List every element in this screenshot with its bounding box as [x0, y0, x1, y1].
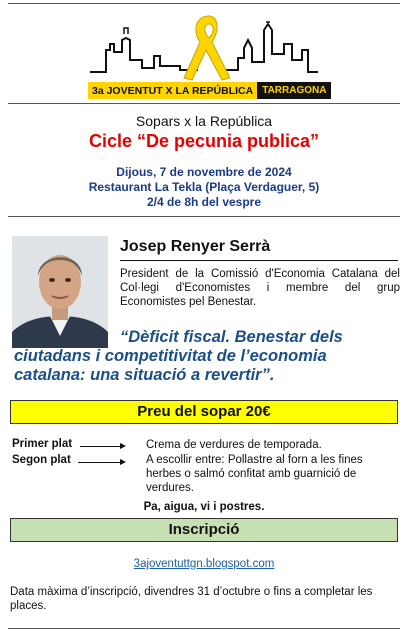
registration-deadline: Data màxima d’inscripció, divendres 31 d’octubre o fins a completar les places.	[10, 586, 373, 612]
first-course-label: Primer plat	[12, 438, 73, 450]
logo-city: TARRAGONA	[257, 82, 331, 99]
second-course-dish	[146, 453, 396, 495]
menu-extras: Pa, aigua, vi i postres.	[143, 501, 265, 513]
speaker-name-rule	[120, 260, 398, 261]
event-date: Dijous, 7 de novembre de 2024	[116, 165, 292, 179]
header-rule	[8, 103, 400, 104]
second-dish-line-1: A escollir entre: Pollastre al forn a les fines	[146, 454, 363, 466]
event-venue: Restaurant La Tekla (Plaça Verdaguer, 5)	[88, 180, 320, 194]
speaker-bio: President de la Comissió d'Economia Catalana del Col·legi d'Economistes i membre del grup Economistes pel Benestar.	[120, 268, 400, 308]
first-course-arrow-icon	[80, 446, 124, 447]
event-time: 2/4 de 8h del vespre	[146, 195, 262, 209]
talk-title	[14, 328, 398, 385]
bottom-rule	[8, 628, 400, 629]
cycle-title: Cicle “De pecunia publica”	[88, 131, 320, 151]
series-subtitle: Sopars x la República	[135, 113, 273, 129]
talk-title-line-2: ciutadans i competitivitat de l’economia	[14, 347, 327, 365]
second-dish-line-2: herbes o salmó confitat amb guarnició de	[146, 468, 357, 480]
logo-text: 3a JOVENTUT X LA REPÚBLICA	[88, 82, 257, 99]
section-rule	[8, 216, 400, 217]
second-dish-line-3: verdures.	[146, 482, 194, 494]
registration-title: Inscripció	[168, 521, 240, 538]
second-course-arrow-icon	[78, 462, 124, 463]
price-title: Preu del sopar 20€	[137, 403, 271, 420]
registration-link[interactable]: 3ajoventuttgn.blogspot.com	[133, 558, 275, 570]
talk-title-line-3: catalana: una situació a revertir”.	[14, 366, 275, 384]
logo-band	[88, 82, 327, 99]
skyline-ribbon-icon	[88, 10, 320, 84]
top-rule	[8, 3, 400, 4]
first-course-dish: Crema de verdures de temporada.	[146, 439, 322, 451]
second-course-label: Segon plat	[12, 454, 71, 466]
event-logo	[0, 6, 408, 98]
speaker-name: Josep Renyer Serrà	[120, 238, 271, 255]
talk-title-line-1: “Dèficit fiscal. Benestar dels	[120, 328, 343, 346]
